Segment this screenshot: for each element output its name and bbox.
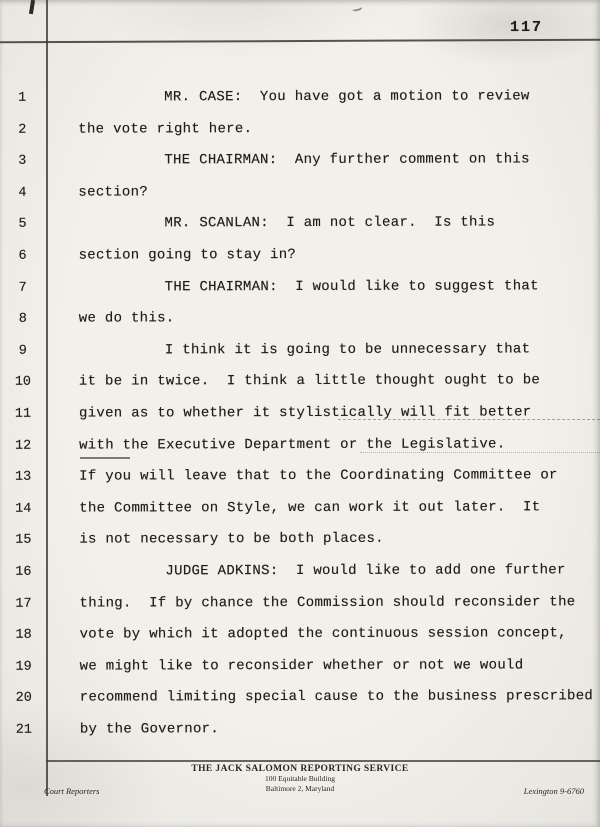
scan-artifact-squiggle xyxy=(351,3,362,12)
line-number: 12 xyxy=(14,438,32,454)
line-text: MR. SCANLAN: I am not clear. Is this xyxy=(164,214,496,232)
line-text: thing. If by chance the Commission should reconsider the xyxy=(79,593,576,612)
line-number: 7 xyxy=(18,280,27,296)
footer xyxy=(0,764,600,824)
line-number: 19 xyxy=(15,659,32,675)
transcript-line xyxy=(0,239,600,272)
transcript-line xyxy=(0,144,599,177)
line-number: 20 xyxy=(15,690,32,707)
line-text: If you will leave that to the Coordinating Committee or xyxy=(79,467,558,485)
transcript-line xyxy=(1,681,600,714)
reporting-service-name: THE JACK SALOMON REPORTING SERVICE xyxy=(191,764,409,774)
line-text: JUDGE ADKINS: I would like to add one further xyxy=(165,562,566,580)
footer-address-line1: 100 Equitable Building xyxy=(265,774,335,783)
line-text: THE CHAIRMAN: I would like to suggest that xyxy=(164,277,539,295)
transcript-line xyxy=(0,334,600,367)
line-text: I think it is going to be unnecessary that xyxy=(164,341,531,359)
transcript-line xyxy=(0,460,600,493)
line-number: 6 xyxy=(18,248,27,264)
line-number: 15 xyxy=(15,533,32,549)
line-text: by the Governor. xyxy=(79,721,220,738)
scan-artifact-underline xyxy=(80,457,130,459)
line-text: vote by which it adopted the continuous session concept, xyxy=(79,625,567,643)
line-text: section going to stay in? xyxy=(78,246,297,264)
footer-address-line2: Baltimore 2, Maryland xyxy=(265,783,335,793)
line-number: 11 xyxy=(14,406,32,422)
line-number: 4 xyxy=(18,185,27,201)
transcript-line xyxy=(0,492,600,525)
line-number: 14 xyxy=(15,501,32,517)
transcript-line xyxy=(1,713,600,746)
transcript-line xyxy=(0,397,600,430)
page-number: 117 xyxy=(510,19,544,36)
line-number: 18 xyxy=(15,627,32,643)
line-number: 8 xyxy=(18,311,27,327)
transcript-line xyxy=(1,650,600,683)
line-text: is not necessary to be both places. xyxy=(79,531,384,548)
top-rule xyxy=(0,39,600,44)
transcript-line xyxy=(0,271,600,304)
transcript-line xyxy=(0,113,599,146)
line-text: THE CHAIRMAN: Any further comment on this xyxy=(164,151,530,169)
transcript-line xyxy=(1,618,600,651)
transcript-line xyxy=(0,208,600,241)
transcript-body xyxy=(0,81,600,746)
line-text: section? xyxy=(78,184,149,201)
line-text: recommend limiting special cause to the business prescribed xyxy=(79,688,594,706)
line-text: we might like to reconsider whether or not we would xyxy=(79,657,524,675)
line-number: 5 xyxy=(18,217,27,233)
line-text: MR. CASE: You have got a motion to review xyxy=(164,88,530,106)
scan-artifact-tick xyxy=(29,0,35,14)
scan-artifact-dotted-line xyxy=(360,452,600,453)
transcript-line xyxy=(0,524,600,557)
transcript-line xyxy=(0,587,600,620)
footer-rule xyxy=(46,760,600,762)
line-number: 17 xyxy=(15,596,32,612)
transcript-line xyxy=(0,81,599,114)
scan-artifact-dotted-line xyxy=(338,419,600,420)
line-number: 2 xyxy=(18,122,27,138)
court-reporters-label: Court Reporters xyxy=(44,786,100,796)
line-number: 21 xyxy=(15,722,32,738)
line-number: 1 xyxy=(18,90,27,106)
line-number: 3 xyxy=(18,153,27,169)
line-text: we do this. xyxy=(78,310,175,327)
transcript-line xyxy=(0,302,600,335)
transcript-line xyxy=(0,366,600,399)
line-text: with the Executive Department or the Legislative. xyxy=(79,435,506,454)
phone-label: Lexington 9-6760 xyxy=(523,786,584,796)
line-text: it be in twice. I think a little thought ought to be xyxy=(78,372,541,390)
transcript-line xyxy=(0,176,599,209)
line-number: 9 xyxy=(18,343,27,359)
line-text: the Committee on Style, we can work it out later. It xyxy=(79,499,541,517)
line-text: the vote right here. xyxy=(78,120,253,138)
line-text: given as to whether it stylistically will fit better xyxy=(78,404,532,422)
line-number: 10 xyxy=(14,375,32,391)
line-number: 16 xyxy=(15,564,32,580)
transcript-line xyxy=(0,555,600,588)
line-number: 13 xyxy=(15,469,32,485)
